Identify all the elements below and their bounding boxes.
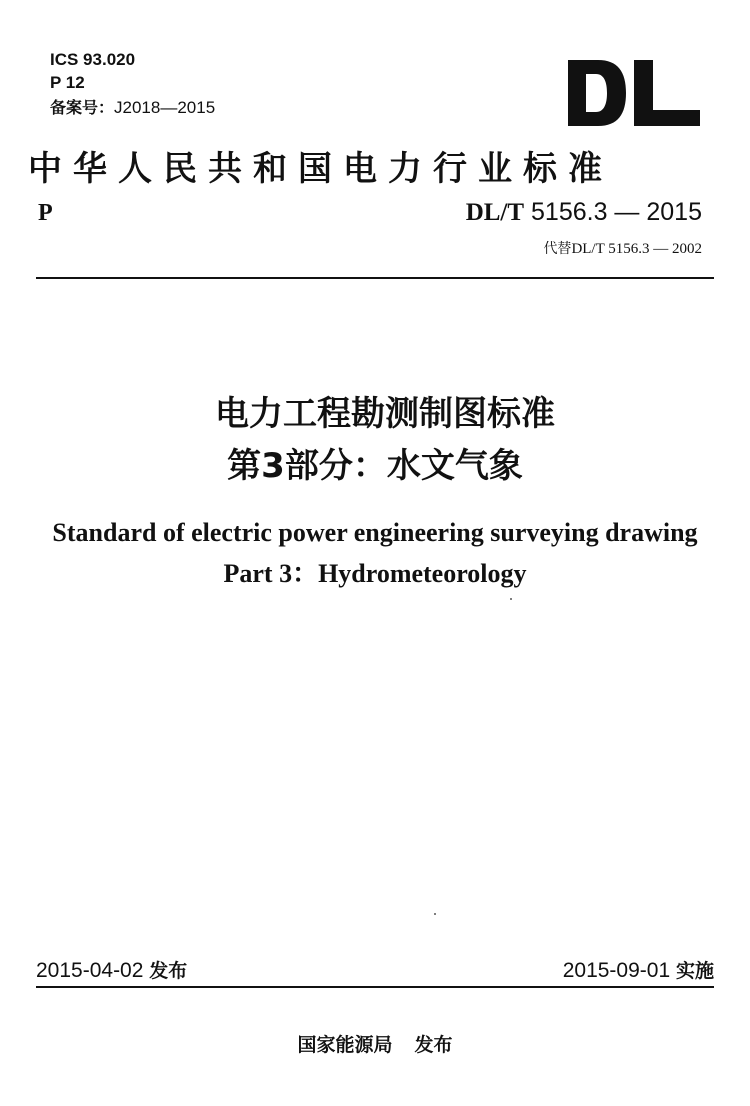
- dl-logo: [566, 60, 702, 126]
- standard-prefix: DL/T: [465, 199, 525, 226]
- filing-value: J2018—2015: [114, 98, 216, 117]
- publisher-org: 国家能源局: [297, 1034, 393, 1056]
- replaces-standard: [543, 238, 702, 258]
- category-letter: P: [38, 200, 53, 226]
- publisher-action: 发布: [414, 1034, 453, 1056]
- issue-date: [36, 956, 187, 983]
- filing-label: 备案号：: [50, 98, 115, 117]
- scan-speck: [510, 598, 512, 600]
- replaces-label: 代替: [543, 241, 572, 257]
- issue-label: 发布: [149, 960, 188, 982]
- implementation-date-value: 2015-09-01: [562, 959, 671, 982]
- publisher: [0, 1030, 750, 1057]
- replaces-number: DL/T 5156.3 — 2002: [571, 241, 702, 257]
- title-en-line2: Part 3：Hydrometeorology: [223, 559, 527, 588]
- footer-divider: [36, 986, 714, 988]
- issue-date-value: 2015-04-02: [36, 959, 144, 982]
- title-cn-line1: 电力工程勘测制图标准: [215, 394, 555, 434]
- scan-speck: [434, 913, 436, 915]
- ics-code: ICS 93.020: [50, 50, 136, 69]
- title-cn-line2: 第3部分：水文气象: [227, 446, 523, 486]
- classification-code: P 12: [50, 73, 85, 92]
- standard-number: [466, 198, 702, 227]
- filing-number: [50, 98, 215, 118]
- implementation-date: [563, 956, 714, 983]
- title-en-line1: Standard of electric power engineering surveying drawing: [52, 518, 698, 547]
- implementation-label: 实施: [675, 960, 714, 982]
- industry-standard-title: 中华人民共和国电力行业标准: [28, 149, 613, 189]
- standard-number-value: 5156.3 — 2015: [531, 198, 702, 226]
- header-divider: [36, 277, 714, 279]
